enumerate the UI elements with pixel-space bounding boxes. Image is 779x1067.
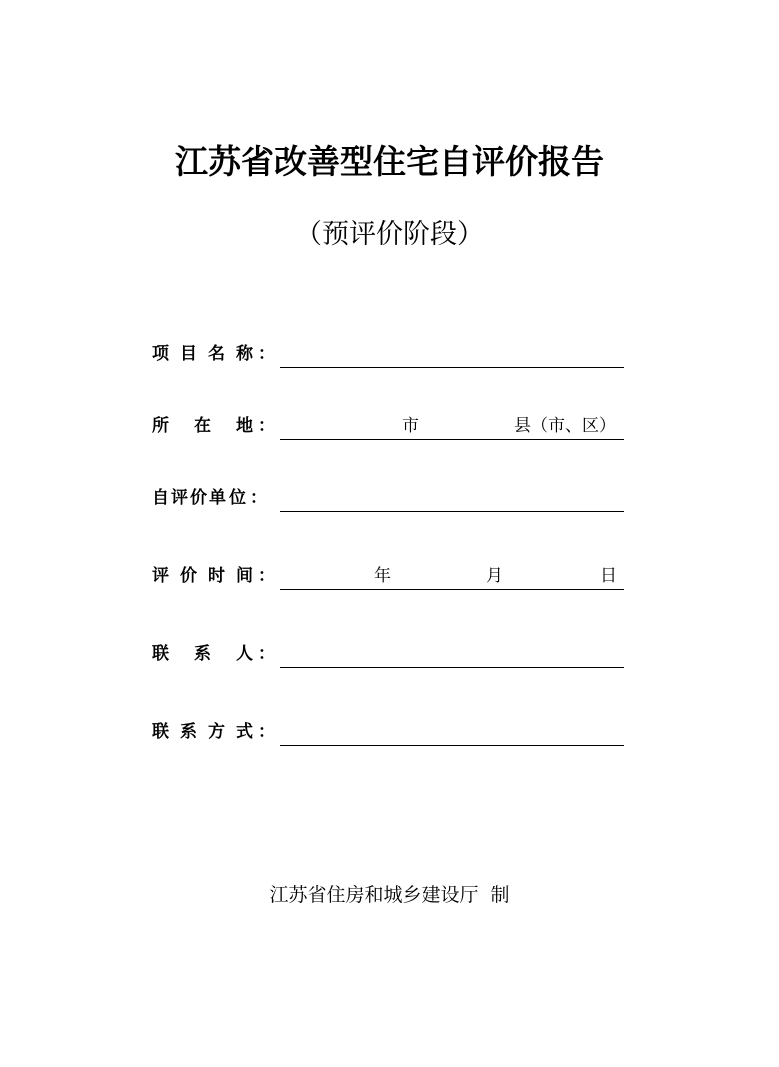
contact-person-row bbox=[152, 638, 624, 668]
label-char: 地 bbox=[236, 416, 253, 436]
contact-method-field[interactable] bbox=[280, 719, 624, 746]
label-char: 间 bbox=[236, 566, 253, 586]
label-char: 联 bbox=[152, 722, 169, 742]
label-char: 人 bbox=[236, 644, 253, 664]
evaluator-field[interactable] bbox=[280, 485, 624, 512]
label-char: ： bbox=[258, 344, 275, 364]
location-label bbox=[152, 414, 280, 438]
issuer-footer: 江苏省住房和城乡建设厅 制 bbox=[269, 884, 510, 906]
label-char: 项 bbox=[152, 344, 169, 364]
location-county-unit: 县（市、区） bbox=[514, 416, 616, 436]
contact-person-field[interactable] bbox=[280, 641, 624, 668]
evaluator-row bbox=[152, 482, 624, 512]
contact-method-row bbox=[152, 716, 624, 746]
label-char: 单 bbox=[209, 488, 226, 508]
location-city-unit: 市 bbox=[402, 416, 419, 436]
label-char: 联 bbox=[152, 644, 169, 664]
label-char: 方 bbox=[208, 722, 225, 742]
label-char: 位 bbox=[229, 488, 246, 508]
document-subtitle: （预评价阶段） bbox=[295, 219, 484, 250]
label-char: 系 bbox=[194, 644, 211, 664]
document-title: 江苏省改善型住宅自评价报告 bbox=[175, 142, 604, 181]
label-char: ： bbox=[258, 644, 275, 664]
label-char: 名 bbox=[208, 344, 225, 364]
label-char: ： bbox=[258, 566, 275, 586]
project-name-label bbox=[152, 342, 280, 366]
label-char: 评 bbox=[152, 566, 169, 586]
project-name-field[interactable] bbox=[280, 341, 624, 368]
location-row bbox=[152, 410, 624, 440]
eval-year-unit: 年 bbox=[374, 566, 391, 586]
label-char: ： bbox=[258, 722, 275, 742]
label-char: 价 bbox=[180, 566, 197, 586]
location-field[interactable] bbox=[280, 413, 624, 440]
contact-method-label bbox=[152, 720, 280, 744]
label-char: 时 bbox=[208, 566, 225, 586]
label-char: 所 bbox=[152, 416, 169, 436]
label-char: 式 bbox=[236, 722, 253, 742]
evaluator-label bbox=[152, 486, 280, 510]
label-char: 评 bbox=[171, 488, 188, 508]
label-char: 系 bbox=[180, 722, 197, 742]
eval-time-row bbox=[152, 560, 624, 590]
eval-time-label bbox=[152, 564, 280, 588]
label-char: 在 bbox=[194, 416, 211, 436]
label-char: 称 bbox=[236, 344, 253, 364]
project-name-row bbox=[152, 338, 624, 368]
contact-person-label bbox=[152, 642, 280, 666]
eval-time-field[interactable] bbox=[280, 563, 624, 590]
eval-day-unit: 日 bbox=[600, 566, 617, 586]
label-char: ： bbox=[250, 488, 267, 508]
label-char: 目 bbox=[180, 344, 197, 364]
label-char: 自 bbox=[152, 488, 169, 508]
label-char: ： bbox=[258, 416, 275, 436]
eval-month-unit: 月 bbox=[486, 566, 503, 586]
label-char: 价 bbox=[190, 488, 207, 508]
